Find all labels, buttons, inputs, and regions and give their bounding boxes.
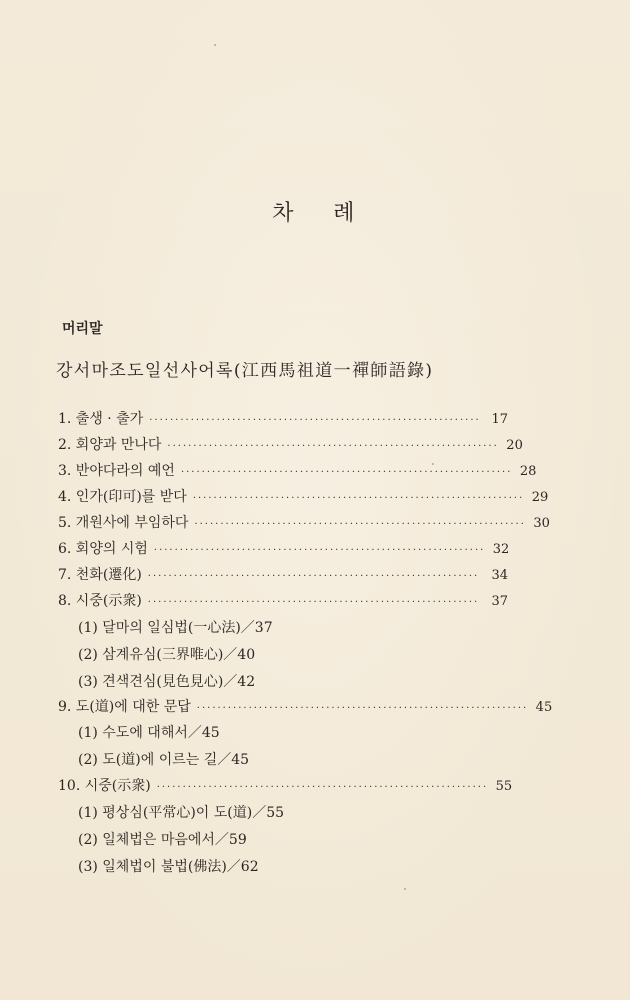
toc-entry-10 [58,775,513,799]
leader-dots: ································································ [153,545,486,556]
toc-entry-label: 8. 시중(示衆) [58,593,142,609]
toc-entry-page: 55 [495,779,513,794]
toc-entry-label: 5. 개원사에 부임하다 [58,515,189,531]
toc-entry-label: 2. 회양과 만나다 [58,437,162,453]
paper-speck [214,44,216,46]
leader-dots: ································································ [156,782,489,793]
toc-subentry: (3) 견색견심(見色見心)／42 [78,674,256,690]
toc-entry-page: 34 [491,568,508,583]
toc-entry-label: 3. 반야다라의 예언 [58,463,175,479]
toc-entry-label: 6. 회양의 시험 [58,541,148,557]
leader-dots: ································································ [147,597,480,608]
leader-dots: ································································ [149,415,481,426]
toc-subentry: (2) 일체법은 마음에서／59 [78,832,247,848]
toc-entry-page: 28 [519,464,537,479]
toc-entry-page: 45 [535,700,553,715]
toc-entry-label: 1. 출생 · 출가 [58,411,144,427]
toc-entry-3 [58,460,537,484]
preface-heading: 머리말 [62,321,103,337]
toc-subentry: (2) 삼계유심(三界唯心)／40 [78,647,256,663]
toc-entry-label: 7. 천화(遷化) [58,567,142,583]
leader-dots: ································································ [196,703,529,714]
toc-entry-label: 4. 인가(印可)를 받다 [58,489,187,505]
leader-dots: ································································ [194,519,526,530]
leader-dots: ································································ [180,467,513,478]
toc-entry-2 [58,434,523,458]
toc-entry-page: 37 [491,594,508,609]
toc-entry-page: 17 [491,412,508,427]
page-title: 차 례 [272,201,358,226]
leader-dots: ································································ [167,441,499,452]
toc-entry-6 [58,538,508,562]
toc-entry-4 [58,486,549,510]
toc-subentry: (1) 달마의 일심법(一心法)／37 [78,620,273,636]
toc-entry-7 [58,564,508,588]
toc-entry-5 [58,512,550,536]
toc-entry-page: 32 [492,542,510,557]
book-title: 강서마조도일선사어록(江西馬祖道一禪師語錄) [56,361,434,381]
toc-entry-page: 29 [531,490,549,505]
leader-dots: ································································ [147,571,480,582]
toc-entry-page: 30 [533,516,550,531]
toc-subentry: (3) 일체법이 불법(佛法)／62 [78,859,259,875]
leader-dots: ································································ [192,493,525,504]
toc-entry-9 [58,696,553,720]
toc-entry-label: 10. 시중(示衆) [58,778,151,794]
toc-entry-8 [58,590,508,614]
toc-entry-1 [58,408,508,432]
toc-subentry: (1) 평상심(平常心)이 도(道)／55 [78,805,285,821]
paper-speck [404,888,406,890]
toc-entry-label: 9. 도(道)에 대한 문답 [58,699,191,715]
toc-subentry: (1) 수도에 대해서／45 [78,725,220,741]
paper-speck [432,463,434,465]
toc-entry-page: 20 [506,438,523,453]
toc-subentry: (2) 도(道)에 이르는 길／45 [78,752,250,768]
